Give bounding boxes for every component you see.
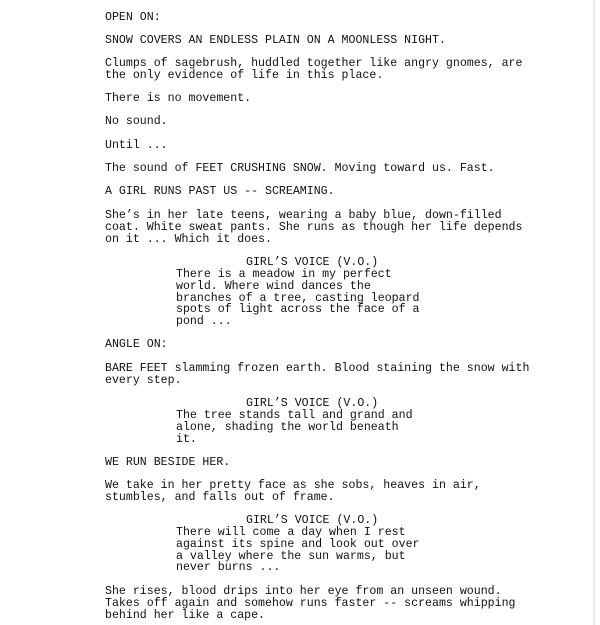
action-run-beside: WE RUN BESIDE HER.	[105, 456, 231, 469]
action-feet-crushing: The sound of FEET CRUSHING SNOW. Moving toward us. Fast.	[105, 162, 495, 175]
transition-open-on: OPEN ON:	[105, 11, 161, 24]
dialogue-3: There will come a day when I rest against its spine and look out over a valley where the sun warms, but never burns ...	[176, 526, 420, 575]
angle-on: ANGLE ON:	[105, 338, 168, 351]
character-cue-2: GIRL’S VOICE (V.O.)	[246, 397, 379, 410]
dialogue-1: There is a meadow in my perfect world. Where wind dances the branches of a tree, casting leopard spots of light across the face of a pond ...	[176, 268, 420, 329]
action-rises: She rises, blood drips into her eye from an unseen wound. Takes off again and somehow runs faster -- screams whipping behind her like a cape.	[105, 585, 516, 622]
action-sagebrush: Clumps of sagebrush, huddled together like angry gnomes, are the only evidence of life in this place.	[105, 57, 523, 82]
page-edge	[593, 0, 595, 625]
action-late-teens: She’s in her late teens, wearing a baby blue, down-filled coat. White sweat pants. She runs as though her life depends on it ... Which it does.	[105, 209, 523, 246]
action-no-movement: There is no movement.	[105, 92, 252, 105]
action-bare-feet: BARE FEET slamming frozen earth. Blood staining the snow with every step.	[105, 362, 530, 387]
dialogue-2: The tree stands tall and grand and alone, shading the world beneath it.	[176, 409, 413, 446]
scene-heading-snow: SNOW COVERS AN ENDLESS PLAIN ON A MOONLESS NIGHT.	[105, 34, 446, 47]
action-until: Until ...	[105, 139, 168, 152]
action-girl-runs: A GIRL RUNS PAST US -- SCREAMING.	[105, 185, 335, 198]
character-cue-3: GIRL’S VOICE (V.O.)	[246, 514, 379, 527]
character-cue-1: GIRL’S VOICE (V.O.)	[246, 256, 379, 269]
action-pretty-face: We take in her pretty face as she sobs, heaves in air, stumbles, and falls out of frame.	[105, 479, 481, 504]
action-no-sound: No sound.	[105, 115, 168, 128]
